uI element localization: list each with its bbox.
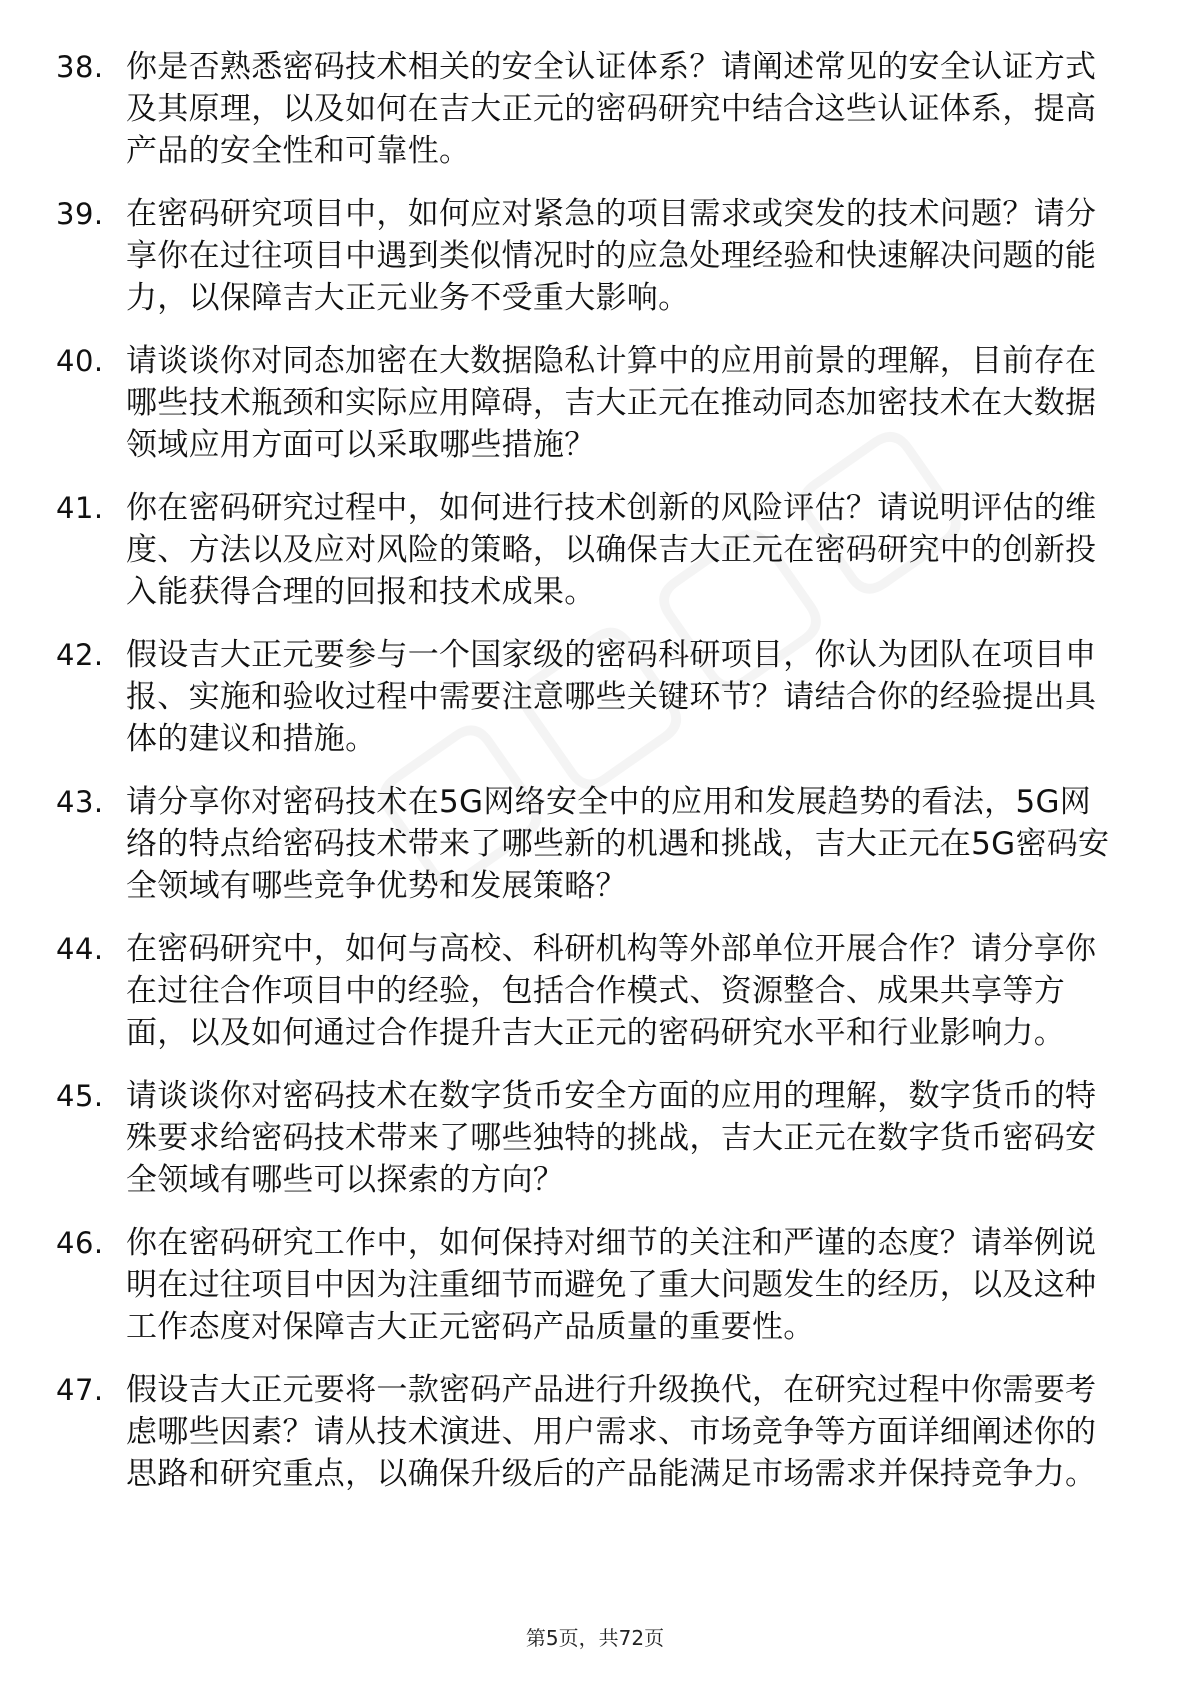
question-number: 46. bbox=[56, 1226, 104, 1260]
question-number: 39. bbox=[56, 197, 104, 231]
question-text: 请分享你对密码技术在5G网络安全中的应用和发展趋势的看法，5G网络的特点给密码技术带来了哪些新的机遇和挑战，吉大正元在5G密码安全领域有哪些竞争优势和发展策略？ bbox=[126, 784, 1110, 904]
question-number: 47. bbox=[56, 1373, 104, 1407]
question-number: 38. bbox=[56, 50, 104, 84]
question-item bbox=[56, 928, 1116, 1054]
question-number: 41. bbox=[56, 491, 104, 525]
question-item bbox=[56, 46, 1116, 172]
question-item bbox=[56, 1222, 1116, 1348]
question-list bbox=[56, 46, 1116, 1516]
question-item bbox=[56, 1075, 1116, 1201]
question-text: 请谈谈你对密码技术在数字货币安全方面的应用的理解，数字货币的特殊要求给密码技术带来了哪些独特的挑战，吉大正元在数字货币密码安全领域有哪些可以探索的方向？ bbox=[126, 1078, 1097, 1198]
question-number: 44. bbox=[56, 932, 104, 966]
page-number: 第5页，共72页 bbox=[525, 1626, 665, 1650]
question-number: 42. bbox=[56, 638, 104, 672]
question-item bbox=[56, 634, 1116, 760]
question-number: 40. bbox=[56, 344, 104, 378]
question-text: 你是否熟悉密码技术相关的安全认证体系？请阐述常见的安全认证方式及其原理，以及如何在吉大正元的密码研究中结合这些认证体系，提高产品的安全性和可靠性。 bbox=[126, 49, 1097, 169]
question-item bbox=[56, 781, 1116, 907]
question-item bbox=[56, 1369, 1116, 1495]
question-text: 你在密码研究工作中，如何保持对细节的关注和严谨的态度？请举例说明在过往项目中因为注重细节而避免了重大问题发生的经历，以及这种工作态度对保障吉大正元密码产品质量的重要性。 bbox=[126, 1225, 1097, 1345]
question-text: 请谈谈你对同态加密在大数据隐私计算中的应用前景的理解，目前存在哪些技术瓶颈和实际应用障碍，吉大正元在推动同态加密技术在大数据领域应用方面可以采取哪些措施？ bbox=[126, 343, 1097, 463]
question-text: 假设吉大正元要参与一个国家级的密码科研项目，你认为团队在项目申报、实施和验收过程中需要注意哪些关键环节？请结合你的经验提出具体的建议和措施。 bbox=[126, 637, 1097, 757]
question-text: 在密码研究项目中，如何应对紧急的项目需求或突发的技术问题？请分享你在过往项目中遇到类似情况时的应急处理经验和快速解决问题的能力，以保障吉大正元业务不受重大影响。 bbox=[126, 196, 1097, 316]
question-text: 假设吉大正元要将一款密码产品进行升级换代，在研究过程中你需要考虑哪些因素？请从技术演进、用户需求、市场竞争等方面详细阐述你的思路和研究重点，以确保升级后的产品能满足市场需求并保持竞争力。 bbox=[126, 1372, 1097, 1492]
question-number: 45. bbox=[56, 1079, 104, 1113]
question-item bbox=[56, 193, 1116, 319]
question-number: 43. bbox=[56, 785, 104, 819]
question-text: 你在密码研究过程中，如何进行技术创新的风险评估？请说明评估的维度、方法以及应对风险的策略，以确保吉大正元在密码研究中的创新投入能获得合理的回报和技术成果。 bbox=[126, 490, 1097, 610]
question-item bbox=[56, 340, 1116, 466]
question-item bbox=[56, 487, 1116, 613]
question-text: 在密码研究中，如何与高校、科研机构等外部单位开展合作？请分享你在过往合作项目中的经验，包括合作模式、资源整合、成果共享等方面，以及如何通过合作提升吉大正元的密码研究水平和行业影响力。 bbox=[126, 931, 1097, 1051]
